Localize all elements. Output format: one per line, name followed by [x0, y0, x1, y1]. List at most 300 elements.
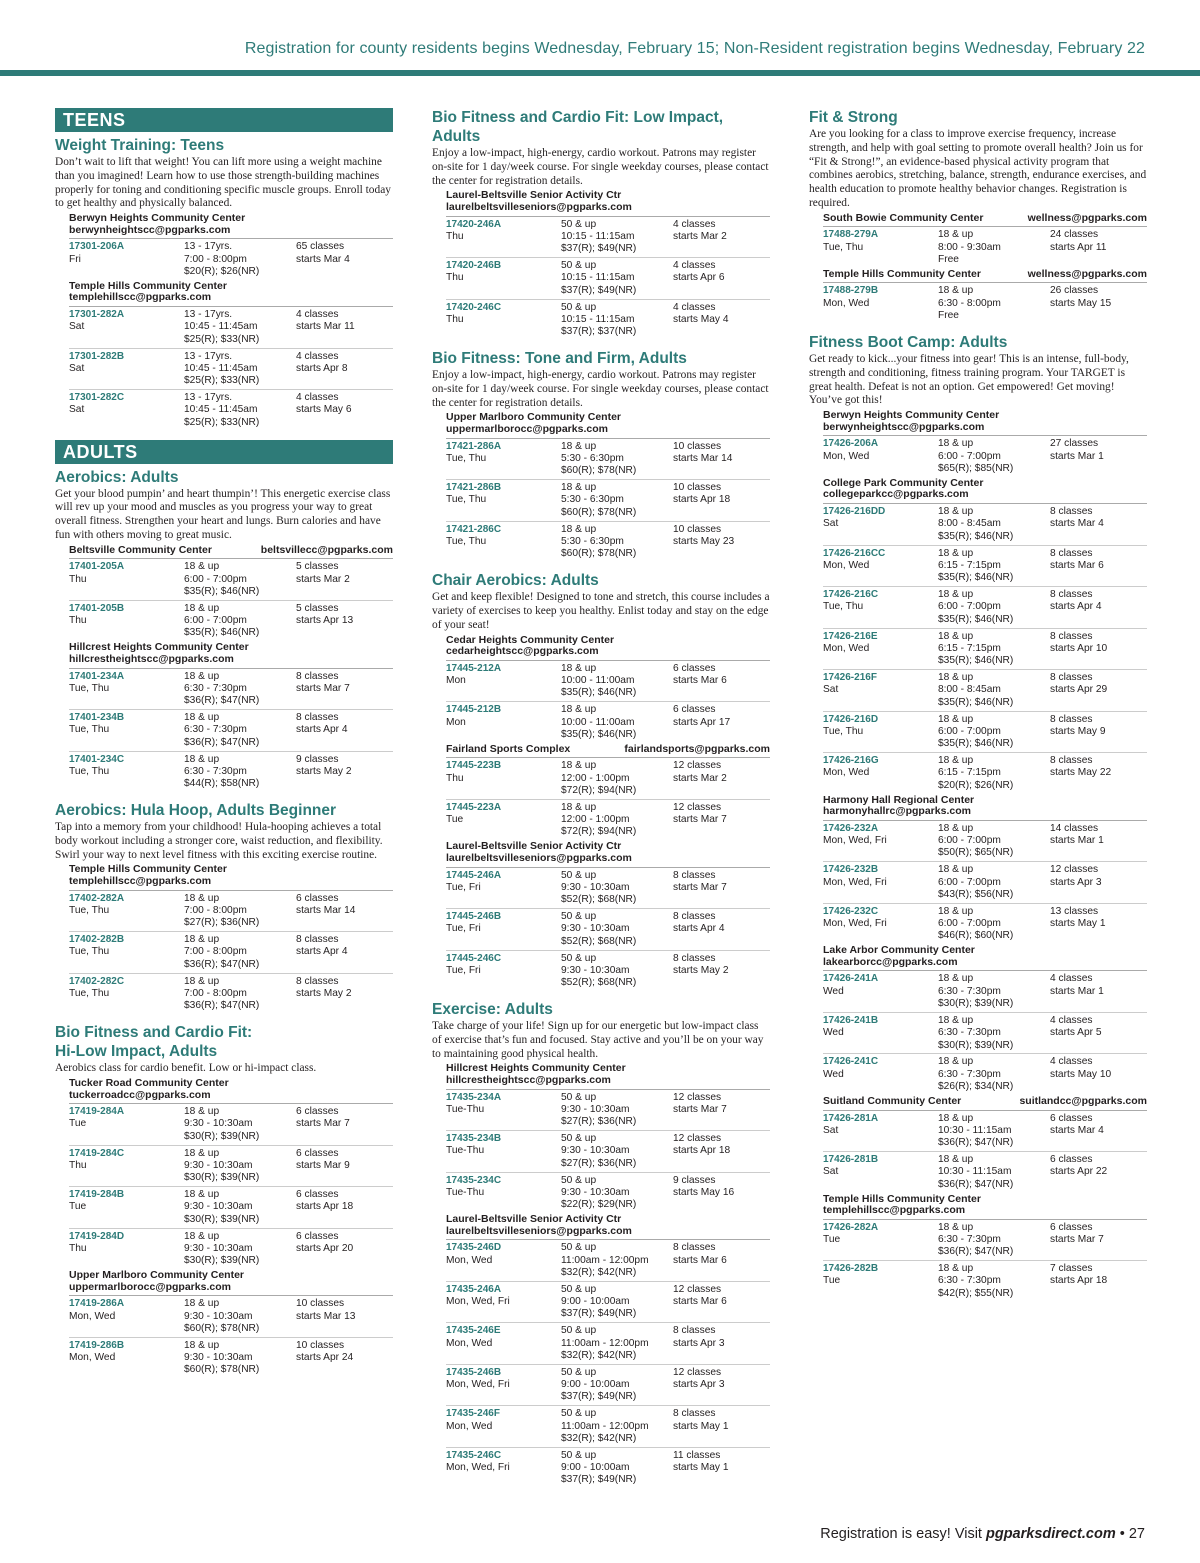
course-code[interactable]: 17426-216CC: [823, 547, 886, 559]
course-age: 18 & up: [938, 589, 974, 601]
course-fee: Free: [938, 310, 959, 322]
course-class-count: 8 classes: [296, 934, 339, 946]
course-class-count: 13 classes: [1050, 905, 1099, 917]
location-email[interactable]: laurelbeltsvilleseniors@pgparks.com: [446, 1224, 632, 1237]
course-days: Mon, Wed: [446, 1420, 493, 1432]
section-description: Are you looking for a class to improve exercise frequency, increase strength, and help with goal setting to promote overall health? Join us for “Fit & Strong!”, an evidence-based physical activity program that combines aerobics, stretching, balance, strength, endurance exercises, and health education to promote healthy behavior changes. Registration is required.: [809, 128, 1147, 209]
course-age: 50 & up: [561, 1449, 597, 1461]
course-fee: $36(R); $47(NR): [938, 1137, 1014, 1149]
course-fee: $37(R); $37(NR): [561, 326, 637, 338]
course-days: Mon, Wed: [823, 767, 870, 779]
course-code[interactable]: 17488-279B: [823, 285, 879, 297]
class-row: [69, 601, 393, 643]
course-start-date: starts Mar 14: [296, 904, 356, 916]
course-start-date: starts Apr 6: [673, 272, 725, 284]
location-group: [55, 1270, 393, 1379]
section-description: Don’t wait to lift that weight! You can lift more using a weight machine than you imagined! Learn how to use those strength-building machines properly for toning and conditioning specific muscle groups. Enroll today to get healthy and physically balanced.: [55, 156, 391, 210]
course-start-date: starts Apr 3: [1050, 876, 1102, 888]
location-email[interactable]: lakearborcc@pgparks.com: [823, 955, 958, 968]
location-header: [69, 864, 393, 890]
course-class-count: 4 classes: [1050, 1014, 1093, 1026]
course-start-date: starts Apr 11: [1050, 241, 1107, 253]
course-days: Tue: [69, 1118, 87, 1130]
location-email[interactable]: hillcrestheightscc@pgparks.com: [446, 1074, 611, 1086]
course-code[interactable]: 17435-246A: [446, 1283, 502, 1295]
class-row: [446, 758, 770, 800]
course-class-count: 12 classes: [673, 1366, 722, 1378]
class-row: [69, 669, 393, 711]
course-time: 6:15 - 7:15pm: [938, 767, 1001, 779]
class-row: [823, 227, 1147, 269]
course-time: 6:30 - 7:30pm: [184, 765, 247, 777]
course-time: 6:15 - 7:15pm: [938, 559, 1001, 571]
class-row: [69, 559, 393, 601]
course-class-count: 12 classes: [673, 801, 722, 813]
course-age: 18 & up: [938, 1014, 974, 1026]
course-fee: $60(R); $78(NR): [561, 506, 637, 518]
course-days: Thu: [446, 772, 464, 784]
course-days: Mon, Wed, Fri: [446, 1296, 510, 1308]
section-title: Bio Fitness: Tone and Firm, Adults: [432, 350, 687, 368]
course-fee: $27(R); $36(NR): [561, 1116, 637, 1128]
course-code[interactable]: 17401-234B: [69, 712, 125, 724]
course-fee: $44(R); $58(NR): [184, 778, 260, 790]
course-days: Thu: [69, 573, 87, 585]
course-code[interactable]: 17426-281A: [823, 1112, 879, 1124]
course-fee: $22(R); $29(NR): [561, 1199, 637, 1211]
class-row: [823, 629, 1147, 671]
course-start-date: starts May 16: [673, 1186, 735, 1198]
class-row: [69, 390, 393, 432]
course-time: 9:30 - 10:30am: [561, 923, 630, 935]
course-fee: $27(R); $36(NR): [561, 1157, 637, 1169]
class-row: [69, 974, 393, 1016]
course-days: Tue, Fri: [446, 923, 481, 935]
class-row: [823, 753, 1147, 795]
course-start-date: starts Apr 20: [296, 1242, 354, 1254]
course-fee: $43(R); $56(NR): [938, 888, 1014, 900]
class-row: [446, 951, 770, 993]
location-group: [809, 795, 1147, 946]
class-row: [823, 1054, 1147, 1096]
course-class-count: 8 classes: [1050, 547, 1093, 559]
course-fee: $35(R); $46(NR): [938, 738, 1014, 750]
course-start-date: starts Apr 29: [1050, 684, 1108, 696]
course-class-count: 8 classes: [1050, 506, 1093, 518]
course-age: 50 & up: [561, 1242, 597, 1254]
section-aerobics-adults: [55, 468, 393, 793]
course-time: 9:30 - 10:30am: [561, 881, 630, 893]
course-class-count: 26 classes: [1050, 285, 1099, 297]
course-time: 7:00 - 8:00pm: [184, 946, 247, 958]
course-start-date: starts Apr 18: [296, 1201, 354, 1213]
course-code[interactable]: 17402-282A: [69, 892, 125, 904]
course-fee: $27(R); $36(NR): [184, 917, 260, 929]
location-group: [55, 545, 393, 643]
course-age: 50 & up: [561, 218, 597, 230]
course-code[interactable]: 17445-212A: [446, 662, 502, 674]
course-code[interactable]: 17435-246D: [446, 1242, 502, 1254]
location-email[interactable]: templehillscc@pgparks.com: [69, 875, 212, 888]
course-code[interactable]: 17426-241A: [823, 973, 879, 985]
course-code[interactable]: 17435-246F: [446, 1408, 500, 1420]
class-row: [446, 1131, 770, 1173]
course-days: Mon, Wed, Fri: [446, 1462, 510, 1474]
course-start-date: starts May 9: [1050, 725, 1106, 737]
location-header: [823, 795, 1147, 821]
location-email[interactable]: uppermarlborocc@pgparks.com: [69, 1280, 231, 1293]
course-code[interactable]: 17301-206A: [69, 241, 125, 253]
course-start-date: starts May 4: [673, 313, 729, 325]
location-header: [446, 841, 770, 867]
location-email[interactable]: laurelbeltsvilleseniors@pgparks.com: [446, 200, 632, 213]
course-age: 18 & up: [938, 285, 974, 297]
course-start-date: starts Apr 24: [296, 1352, 354, 1364]
course-start-date: starts Apr 4: [1050, 601, 1102, 613]
location-group: [55, 642, 393, 793]
course-start-date: starts Apr 5: [1050, 1027, 1102, 1039]
course-age: 50 & up: [561, 1174, 597, 1186]
location-email[interactable]: uppermarlborocc@pgparks.com: [446, 423, 608, 436]
course-code[interactable]: 17435-234A: [446, 1091, 502, 1103]
course-fee: $37(R); $49(NR): [561, 284, 637, 296]
course-age: 18 & up: [938, 1263, 974, 1275]
column-1: [55, 108, 393, 1387]
course-code[interactable]: 17426-241B: [823, 1014, 879, 1026]
course-start-date: starts Apr 4: [673, 923, 725, 935]
course-class-count: 8 classes: [296, 670, 339, 682]
location-name: Temple Hills Community Center: [823, 267, 981, 280]
course-start-date: starts May 23: [673, 535, 735, 547]
course-code[interactable]: 17426-282B: [823, 1263, 879, 1275]
course-code[interactable]: 17426-241C: [823, 1056, 879, 1068]
course-fee: $36(R); $47(NR): [184, 958, 260, 970]
class-row: [823, 504, 1147, 546]
location-email[interactable]: berwynheightscc@pgparks.com: [69, 223, 231, 236]
column-2: [432, 108, 770, 1497]
course-code[interactable]: 17421-286C: [446, 523, 502, 535]
footer-site-link[interactable]: pgparksdirect.com: [985, 1526, 1116, 1542]
course-age: 18 & up: [561, 440, 597, 452]
location-header: [823, 1194, 1147, 1220]
course-code[interactable]: 17419-286B: [69, 1339, 125, 1351]
location-email[interactable]: hillcrestheightscc@pgparks.com: [69, 652, 234, 665]
column-3: [809, 108, 1147, 1311]
course-age: 50 & up: [561, 952, 597, 964]
course-code[interactable]: 17419-284B: [69, 1189, 125, 1201]
course-days: Sat: [823, 684, 839, 696]
course-time: 6:00 - 7:00pm: [938, 918, 1001, 930]
course-days: Sat: [69, 404, 85, 416]
location-email[interactable]: fairlandsports@pgparks.com: [624, 742, 770, 755]
course-code[interactable]: 17401-234A: [69, 670, 125, 682]
course-start-date: starts Mar 6: [1050, 559, 1104, 571]
course-start-date: starts Mar 7: [296, 682, 350, 694]
course-fee: $37(R); $49(NR): [561, 1308, 637, 1320]
course-code[interactable]: 17419-284D: [69, 1230, 125, 1242]
course-code[interactable]: 17420-246A: [446, 218, 502, 230]
course-days: Tue, Thu: [69, 682, 110, 694]
location-email[interactable]: wellness@pgparks.com: [1027, 267, 1147, 280]
course-code[interactable]: 17445-246A: [446, 869, 502, 881]
course-code[interactable]: 17435-234C: [446, 1174, 502, 1186]
course-start-date: starts Apr 4: [296, 946, 348, 958]
location-name: Upper Marlboro Community Center: [446, 411, 622, 424]
course-code[interactable]: 17419-286A: [69, 1298, 125, 1310]
location-group: [809, 945, 1147, 1096]
course-days: Tue, Thu: [69, 946, 110, 958]
location-email[interactable]: suitlandcc@pgparks.com: [1019, 1094, 1147, 1107]
course-code[interactable]: 17402-282B: [69, 934, 125, 946]
course-fee: $36(R); $47(NR): [184, 1000, 260, 1012]
course-start-date: starts Mar 6: [673, 675, 727, 687]
class-row: [69, 1338, 393, 1380]
course-time: 9:30 - 10:30am: [184, 1118, 253, 1130]
location-name: Upper Marlboro Community Center: [69, 1269, 245, 1282]
course-time: 6:30 - 7:30pm: [938, 1233, 1001, 1245]
course-code[interactable]: 17435-246E: [446, 1325, 501, 1337]
class-row: [69, 932, 393, 974]
course-class-count: 8 classes: [296, 712, 339, 724]
course-days: Tue-Thu: [446, 1103, 485, 1115]
course-code[interactable]: 17426-216DD: [823, 506, 886, 518]
course-code[interactable]: 17426-216C: [823, 589, 879, 601]
course-fee: $42(R); $55(NR): [938, 1287, 1014, 1299]
location-email[interactable]: laurelbeltsvilleseniors@pgparks.com: [446, 851, 632, 864]
course-days: Mon, Wed, Fri: [446, 1379, 510, 1391]
course-days: Mon, Wed: [823, 642, 870, 654]
course-age: 50 & up: [561, 1133, 597, 1145]
course-code[interactable]: 17435-246B: [446, 1366, 502, 1378]
course-start-date: starts May 2: [296, 987, 352, 999]
course-code[interactable]: 17426-216D: [823, 713, 879, 725]
course-time: 12:00 - 1:00pm: [561, 814, 630, 826]
location-name: Laurel-Beltsville Senior Activity Ctr: [446, 840, 622, 853]
section-title: Bio Fitness and Cardio Fit: Low Impact, Adults: [432, 109, 724, 145]
course-days: Mon: [446, 716, 466, 728]
section-title: Fit & Strong: [809, 109, 898, 126]
course-start-date: starts May 1: [1050, 918, 1106, 930]
class-row: [446, 217, 770, 259]
course-code[interactable]: 17421-286B: [446, 482, 502, 494]
course-fee: $26(R); $34(NR): [938, 1081, 1014, 1092]
course-code[interactable]: 17401-234C: [69, 753, 125, 765]
section-description: Get your blood pumpin’ and heart thumpin’! This energetic exercise class will rev up your mood and muscles as you progress your way to great overall fitness. Strengthen your heart and lungs. Burn calories and have fun with others moving to great music.: [55, 487, 391, 541]
location-email[interactable]: cedarheightscc@pgparks.com: [446, 645, 599, 658]
class-row: [823, 971, 1147, 1013]
course-start-date: starts Mar 2: [673, 772, 727, 784]
course-age: 18 & up: [184, 670, 220, 682]
course-time: 11:00am - 12:00pm: [561, 1420, 649, 1432]
course-age: 18 & up: [938, 973, 974, 985]
location-email[interactable]: berwynheightscc@pgparks.com: [823, 420, 985, 433]
location-email[interactable]: templehillscc@pgparks.com: [69, 291, 212, 304]
class-row: [446, 1448, 770, 1490]
course-code[interactable]: 17426-232A: [823, 822, 879, 834]
location-email[interactable]: harmonyhallrc@pgparks.com: [823, 805, 971, 818]
section-title: Exercise: Adults: [432, 1001, 553, 1019]
course-fee: $35(R); $46(NR): [938, 655, 1014, 667]
course-code[interactable]: 17419-284A: [69, 1106, 125, 1118]
location-header: [823, 269, 1147, 284]
course-start-date: starts May 1: [673, 1462, 729, 1474]
course-days: Mon, Wed: [823, 450, 870, 462]
course-code[interactable]: 17419-284C: [69, 1147, 125, 1159]
location-email[interactable]: wellness@pgparks.com: [1027, 211, 1147, 224]
course-class-count: 6 classes: [296, 1189, 339, 1201]
section-tone-firm: [432, 349, 770, 563]
location-header: [69, 545, 393, 560]
course-code[interactable]: 17426-232B: [823, 864, 879, 876]
course-class-count: 8 classes: [1050, 630, 1093, 642]
course-age: 13 - 17yrs.: [184, 241, 233, 253]
course-code[interactable]: 17301-282C: [69, 392, 125, 404]
course-time: 6:00 - 7:00pm: [938, 725, 1001, 737]
course-code[interactable]: 17426-282A: [823, 1221, 879, 1233]
course-code[interactable]: 17445-246B: [446, 911, 502, 923]
location-email[interactable]: tuckerroadcc@pgparks.com: [69, 1088, 211, 1101]
course-fee: $65(R); $85(NR): [938, 462, 1014, 474]
location-group: [55, 281, 393, 432]
course-days: Sat: [823, 1124, 839, 1136]
course-start-date: starts Apr 4: [296, 724, 348, 736]
course-time: 10:15 - 11:15am: [561, 313, 635, 325]
class-row: [69, 1187, 393, 1229]
course-age: 18 & up: [184, 1298, 220, 1310]
course-start-date: starts Apr 3: [673, 1379, 725, 1391]
location-header: [69, 213, 393, 239]
course-code[interactable]: 17421-286A: [446, 440, 502, 452]
course-class-count: 4 classes: [1050, 1056, 1093, 1068]
course-age: 18 & up: [184, 561, 220, 573]
course-start-date: starts May 15: [1050, 297, 1112, 309]
course-code[interactable]: 17445-223A: [446, 801, 502, 813]
course-days: Fri: [69, 253, 81, 265]
course-time: 6:15 - 7:15pm: [938, 642, 1001, 654]
course-code[interactable]: 17426-232C: [823, 905, 879, 917]
course-start-date: starts Apr 18: [673, 1145, 731, 1157]
course-code[interactable]: 17426-216G: [823, 755, 879, 767]
course-code[interactable]: 17445-223B: [446, 760, 502, 772]
location-email[interactable]: collegeparkcc@pgparks.com: [823, 488, 969, 501]
course-age: 50 & up: [561, 1283, 597, 1295]
course-code[interactable]: 17435-234B: [446, 1133, 502, 1145]
course-days: Mon: [446, 675, 466, 687]
class-row: [446, 1173, 770, 1215]
course-code[interactable]: 17301-282A: [69, 309, 125, 321]
course-start-date: starts Mar 14: [673, 452, 733, 464]
registration-dates: Registration for county residents begins Wednesday, February 15; Non-Resident registration begins Wednesday, February 22: [244, 40, 1145, 57]
course-fee: $32(R); $42(NR): [561, 1349, 637, 1361]
class-row: [446, 1365, 770, 1407]
course-start-date: starts May 10: [1050, 1068, 1112, 1080]
course-time: 6:00 - 7:00pm: [938, 601, 1001, 613]
course-days: Mon, Wed, Fri: [823, 876, 887, 888]
course-days: Tue, Fri: [446, 964, 481, 976]
section-description: Enjoy a low-impact, high-energy, cardio workout. Patrons may register on-site for 1 day/week course. For single weekday courses, please contact the center for registration details.: [432, 147, 769, 187]
location-email[interactable]: templehillscc@pgparks.com: [823, 1204, 966, 1217]
course-days: Tue-Thu: [446, 1145, 485, 1157]
course-code[interactable]: 17426-281B: [823, 1154, 879, 1165]
course-fee: $52(R); $68(NR): [561, 894, 637, 906]
course-time: 6:00 - 7:00pm: [938, 835, 1001, 847]
course-age: 18 & up: [184, 1189, 220, 1201]
course-code[interactable]: 17401-205B: [69, 602, 125, 614]
course-class-count: 5 classes: [296, 561, 339, 573]
course-code[interactable]: 17420-246B: [446, 260, 502, 272]
course-code[interactable]: 17445-246C: [446, 952, 502, 964]
course-time: 6:30 - 7:30pm: [938, 1027, 1001, 1039]
course-code[interactable]: 17426-216F: [823, 672, 877, 684]
footer-text: Registration is easy! Visit: [820, 1526, 986, 1542]
course-fee: $25(R); $33(NR): [184, 416, 260, 428]
course-class-count: 6 classes: [673, 662, 716, 674]
course-days: Tue: [446, 814, 464, 826]
course-fee: $50(R); $65(NR): [938, 847, 1014, 859]
course-age: 18 & up: [938, 1112, 974, 1124]
course-code[interactable]: 17488-279A: [823, 229, 879, 241]
course-code[interactable]: 17402-282C: [69, 975, 125, 987]
course-time: 10:45 - 11:45am: [184, 404, 258, 416]
location-header: [446, 190, 770, 216]
location-name: Laurel-Beltsville Senior Activity Ctr: [446, 1213, 622, 1226]
course-time: 9:30 - 10:30am: [561, 1145, 630, 1157]
location-email[interactable]: beltsvillecc@pgparks.com: [260, 543, 393, 556]
course-class-count: 4 classes: [296, 350, 339, 362]
course-age: 18 & up: [184, 1339, 220, 1351]
class-row: [823, 862, 1147, 904]
course-code[interactable]: 17420-246C: [446, 301, 502, 313]
course-fee: $30(R); $39(NR): [938, 1039, 1014, 1051]
course-start-date: starts Mar 7: [673, 1103, 727, 1115]
section-weight-training: [55, 136, 393, 432]
course-age: 18 & up: [938, 1221, 974, 1233]
course-start-date: starts Mar 4: [1050, 518, 1104, 530]
course-age: 18 & up: [184, 892, 220, 904]
course-fee: $46(R); $60(NR): [938, 930, 1014, 942]
course-class-count: 6 classes: [296, 1106, 339, 1118]
class-row: [823, 712, 1147, 754]
course-code[interactable]: 17435-246C: [446, 1449, 502, 1461]
course-age: 50 & up: [561, 301, 597, 313]
course-fee: $52(R); $68(NR): [561, 935, 637, 947]
course-days: Mon, Wed: [446, 1254, 493, 1266]
course-age: 18 & up: [184, 1106, 220, 1118]
course-days: Thu: [69, 1159, 87, 1171]
class-row: [823, 1152, 1147, 1194]
course-code[interactable]: 17426-206A: [823, 438, 879, 450]
course-age: 18 & up: [184, 712, 220, 724]
location-group: [809, 1194, 1147, 1303]
course-code[interactable]: 17445-212B: [446, 704, 502, 716]
location-name: Laurel-Beltsville Senior Activity Ctr: [446, 189, 622, 202]
course-code[interactable]: 17301-282B: [69, 350, 125, 362]
location-name: Temple Hills Community Center: [69, 863, 227, 876]
course-start-date: starts Mar 7: [673, 814, 727, 826]
course-code[interactable]: 17401-205A: [69, 561, 125, 573]
course-age: 18 & up: [938, 1056, 974, 1068]
location-name: College Park Community Center: [823, 476, 984, 489]
course-age: 18 & up: [561, 523, 597, 535]
course-code[interactable]: 17426-216E: [823, 630, 878, 642]
course-start-date: starts May 2: [673, 964, 729, 976]
class-row: [446, 1282, 770, 1324]
class-row: [823, 283, 1147, 325]
course-time: 8:00 - 8:45am: [938, 684, 1001, 696]
class-row: [446, 1240, 770, 1282]
course-class-count: 8 classes: [673, 1325, 716, 1337]
location-group: [432, 412, 770, 563]
